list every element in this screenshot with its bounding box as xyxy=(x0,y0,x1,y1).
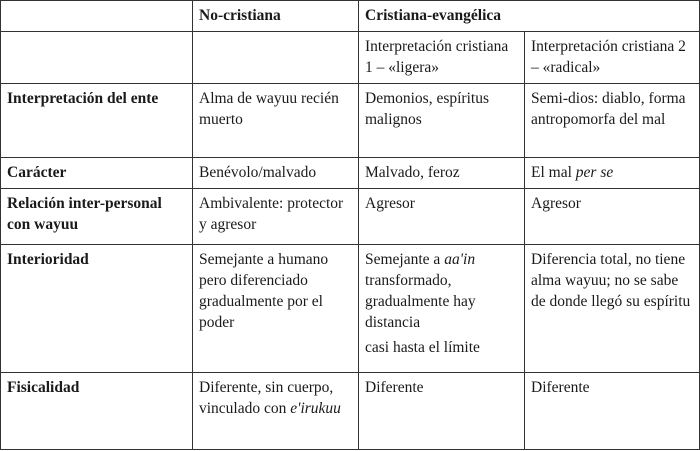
cell-no-cristiana: Ambivalente: protector y agresor xyxy=(193,189,359,245)
cell-interp1: Malvado, feroz xyxy=(359,158,525,189)
cell-interp1 xyxy=(359,245,525,373)
row-label: Relación inter-personal con wayuu xyxy=(1,189,193,245)
cell-interp1: Demonios, espíritus malignos xyxy=(359,84,525,158)
cell-interp1: Agresor xyxy=(359,189,525,245)
text-segment: Semejante a xyxy=(365,251,445,268)
row-label: Fisicalidad xyxy=(1,373,193,450)
table-row xyxy=(1,189,700,245)
header-no-cristiana: No-cristiana xyxy=(193,1,359,32)
row-label: Carácter xyxy=(1,158,193,189)
header-row xyxy=(1,1,700,32)
cell-paragraph xyxy=(365,249,518,333)
row-label: Interioridad xyxy=(1,245,193,373)
italic-text: aa'in xyxy=(444,251,476,268)
cell-no-cristiana xyxy=(193,373,359,450)
italic-text: per se xyxy=(575,164,614,181)
cell-no-cristiana: Benévolo/malvado xyxy=(193,158,359,189)
subheader-empty-cell xyxy=(193,32,359,84)
italic-text: e'irukuu xyxy=(290,400,341,417)
subheader-interp1: Interpretación cristiana 1 – «ligera» xyxy=(359,32,525,84)
cell-interp2: Agresor xyxy=(525,189,700,245)
text-segment: transformado, gradualmente hay distancia xyxy=(365,272,476,331)
text-segment: El mal xyxy=(531,164,576,181)
cell-interp2: Diferente xyxy=(525,373,700,450)
table-row xyxy=(1,84,700,158)
cell-paragraph: casi hasta el límite xyxy=(365,339,480,356)
subheader-empty-cell xyxy=(1,32,193,84)
header-empty-cell xyxy=(1,1,193,32)
header-cristiana-evangelica: Cristiana-evangélica xyxy=(359,1,700,32)
table-row xyxy=(1,158,700,189)
text-segment: Diferente, sin cuerpo, vinculado con xyxy=(199,379,334,417)
cell-interp2: Semi-dios: diablo, forma antropomorfa del mal xyxy=(525,84,700,158)
cell-interp2: Diferencia total, no tiene alma wayuu; no se sabe de donde llegó su espíritu xyxy=(525,245,700,373)
cell-no-cristiana: Semejante a humano pero diferenciado gradualmente por el poder xyxy=(193,245,359,373)
table-row xyxy=(1,245,700,373)
cell-interp2 xyxy=(525,158,700,189)
subheader-interp2: Interpretación cristiana 2 – «radical» xyxy=(525,32,700,84)
cell-no-cristiana: Alma de wayuu recién muerto xyxy=(193,84,359,158)
cell-interp1: Diferente xyxy=(359,373,525,450)
subheader-row xyxy=(1,32,700,84)
table-row xyxy=(1,373,700,450)
row-label: Interpretación del ente xyxy=(1,84,193,158)
